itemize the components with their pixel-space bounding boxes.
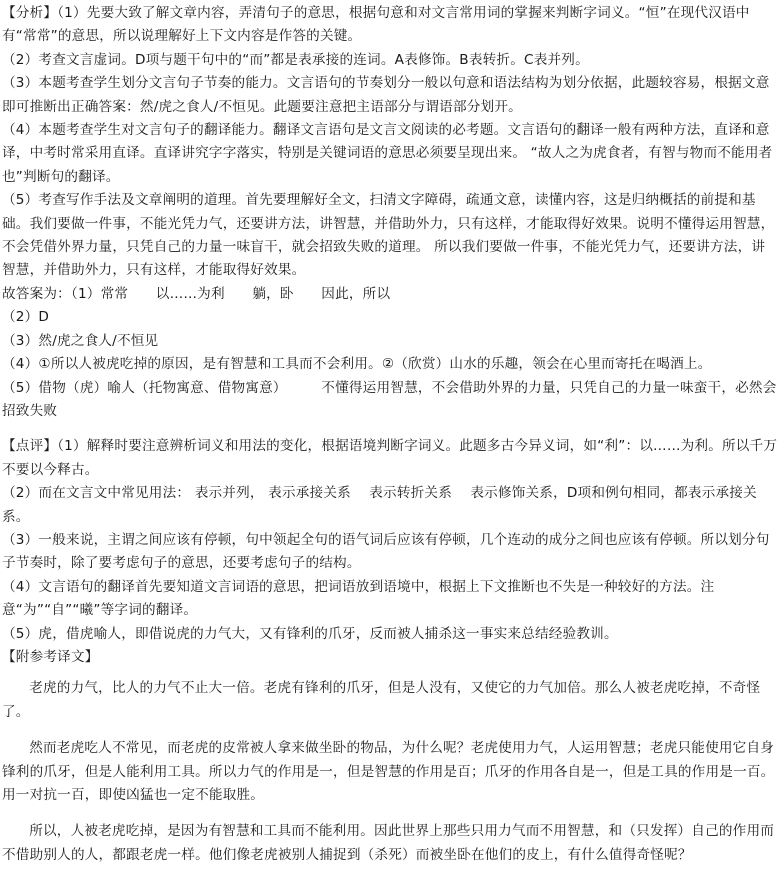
answer-3: （3）然/虎之食人/不恒见 <box>2 332 159 349</box>
answers-section <box>2 283 778 423</box>
analysis-paragraph-4: （4）本题考查学生对文言句子的翻译能力。翻译文言语句是文言文阅读的必考题。文言语句的翻译一般有两种方法，直译和意译，中考时常采用直译。直译讲究字字落实，特别是关键词语的意思必须要呈现出来。 “故人之为虎食者，有智与物而不能用者也”判断句的翻译。 <box>2 122 773 185</box>
analysis-paragraph-5: （5）考查写作手法及文章阐明的道理。首先要理解好全文，扫清文字障碍，疏通文意，读懂内容，这是归纳概括的前提和基础。我们要做一件事，不能光凭力气，还要讲方法，讲智慧，并借助外力，只有这样，才能取得好效果。说明不懂得运用智慧，不会凭借外界力量，只凭自己的力量一味盲干，就会招致失败的道理。 所以我们要做一件事，不能光凭力气，还要讲方法，讲智慧，并借助外力，只有这样，才能取得好效果。 <box>2 192 775 279</box>
comment-paragraph-4: （4）文言语句的翻译首先要知道文言词语的意思，把词语放到语境中，根据上下文推断也不失是一种较好的方法。注意“为”“自”“曦”等字词的翻译。 <box>2 578 715 619</box>
answer-1: 故答案为：（1）常常 以……为利 躺，卧 因此，所以 <box>2 285 391 302</box>
translation-paragraph-3: 所以，人被老虎吃掉，是因为有智慧和工具而不能利用。因此世界上那些只用力气而不用智慧，和（只发挥）自己的作用而不借助别人的人，都跟老虎一样。他们像老虎被别人捕捉到（杀死）而被坐卧在他们的皮上，有什么值得奇怪呢？ <box>2 823 775 863</box>
reference-translation-title: 【附参考译文】 <box>2 648 99 665</box>
translation-paragraph-1: 老虎的力气，比人的力气不止大一倍。老虎有锋利的爪牙，但是人没有，又使它的力气加倍。那么人被老虎吃掉，不奇怪了。 <box>2 680 761 720</box>
comment-paragraph-3: （3）一般来说，主谓之间应该有停顿，句中领起全句的语气词后应该有停顿，几个连动的成分之间也应该有停顿。所以划分句子节奏时，除了要考虑句子的意思，还要考虑句子的结构。 <box>2 531 770 572</box>
analysis-paragraph-2: （2）考查文言虚词。D项与题干句中的“而”都是表承接的连词。A表修饰。B表转折。C表并列。 <box>2 51 589 68</box>
comment-paragraph-2: （2）而在文言文中常见用法： 表示并列， 表示承接关系 表示转折关系 表示修饰关系，D项和例句相同，都表示承接关系。 <box>2 485 757 525</box>
paragraph-spacer <box>2 724 778 737</box>
translation-section <box>2 677 778 867</box>
analysis-paragraph-1: 【分析】（1）先要大致了解文章内容，弄清句子的意思，根据句意和对文言常用词的掌握来判断字词义。“恒”在现代汉语中有“常常”的意思，所以说理解好上下文内容是作答的关键。 <box>2 5 750 45</box>
section-spacer <box>2 423 778 435</box>
comment-paragraph-1: 【点评】（1）解释时要注意辨析词义和用法的变化，根据语境判断字词义。此题多古今异义词，如“利”：以……为利。所以千万不要以今释古。 <box>2 438 778 478</box>
answer-2: （2）D <box>2 309 50 326</box>
analysis-section <box>2 2 778 283</box>
comment-section <box>2 435 778 669</box>
translation-paragraph-2: 然而老虎吃人不常见，而老虎的皮常被人拿来做坐卧的物品，为什么呢？老虎使用力气，人运用智慧；老虎只能使用它自身锋利的爪牙，但是人能利用工具。所以力气的作用是一，但是智慧的作用是百；爪牙的作用各自是一，但是工具的作用是一百。用一对抗一百，即使凶猛也一定不能取胜。 <box>2 740 775 803</box>
answer-4: （4）①所以人被虎吃掉的原因，是有智慧和工具而不会利用。②（欣赏）山水的乐趣，领会在心里而寄托在喝酒上。 <box>2 356 712 373</box>
analysis-paragraph-3: （3）本题考查学生划分文言句子节奏的能力。文言语句的节奏划分一般以句意和语法结构为划分依据，此题较容易，根据文意即可推断出正确答案：然/虎之食人/不恒见。此题要注意把主语部分与谓语部分划开。 <box>2 75 770 115</box>
section-spacer <box>2 669 778 677</box>
comment-paragraph-5: （5）虎，借虎喻人，即借说虎的力气大，又有锋利的爪牙，反而被人捕杀这一事实来总结经验教训。 <box>2 625 618 642</box>
paragraph-spacer <box>2 807 778 820</box>
answer-5: （5）借物（虎）喻人（托物寓意、借物寓意） 不懂得运用智慧，不会借助外界的力量，只凭自己的力量一味蛮干，必然会招致失败 <box>2 379 777 419</box>
